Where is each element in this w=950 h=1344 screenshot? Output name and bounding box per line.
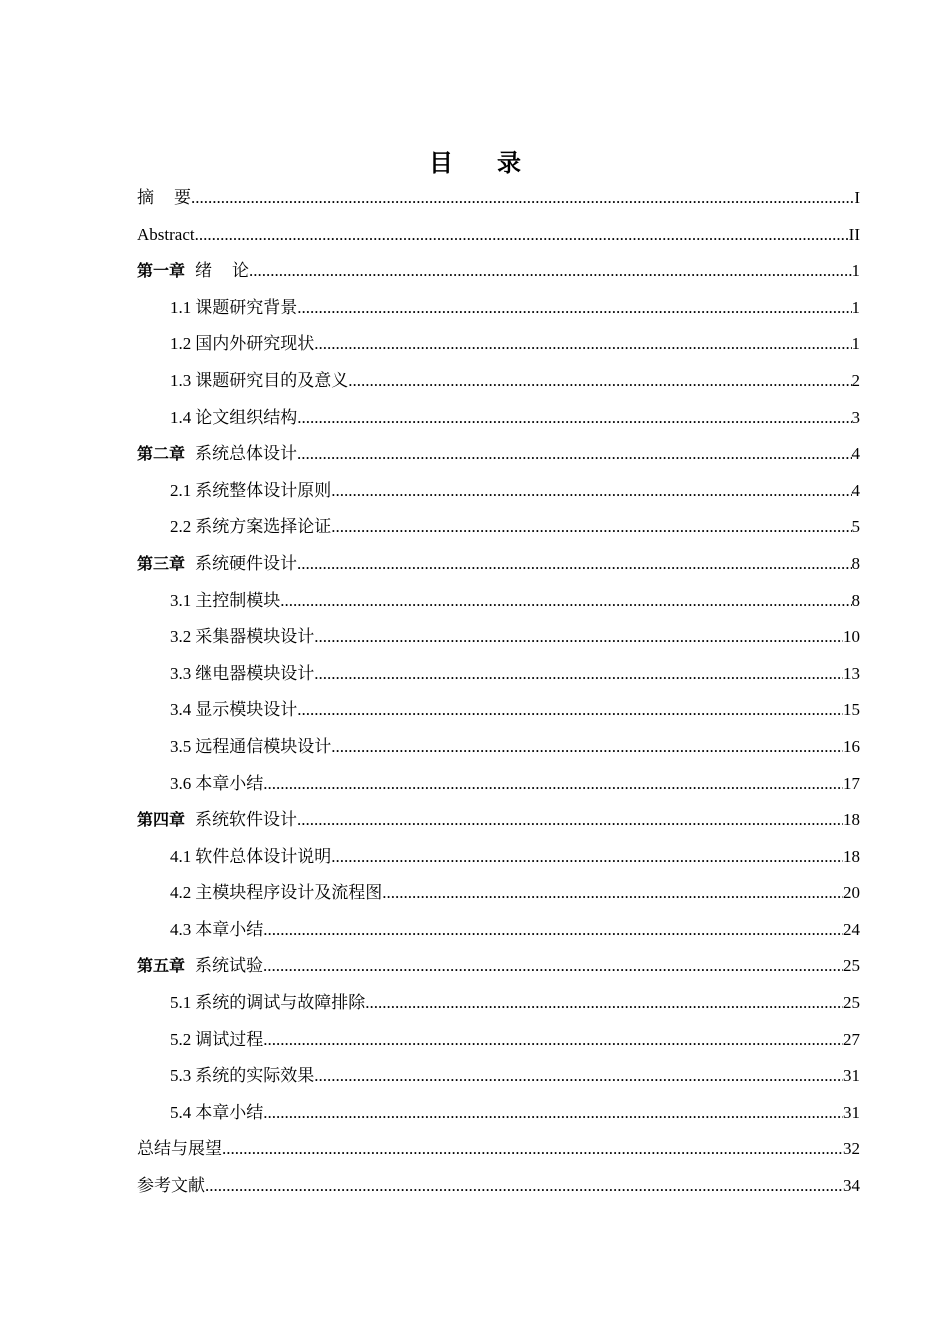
toc-section-number: 3.5 — [170, 736, 192, 756]
toc-section-number: 2.1 — [170, 480, 192, 500]
toc-entry[interactable] — [137, 436, 860, 473]
toc-entry-title: 系统方案选择论证 — [195, 517, 332, 537]
toc-entry-title: 主模块程序设计及流程图 — [195, 883, 383, 903]
toc-entry[interactable] — [137, 509, 860, 546]
toc-entry-label — [170, 400, 297, 437]
toc-page-number: 27 — [843, 1029, 860, 1049]
toc-entry-title: 系统硬件设计 — [195, 553, 298, 573]
toc-page-number: 8 — [851, 590, 860, 610]
toc-entry[interactable] — [137, 619, 860, 656]
toc-entry-title: 继电器模块设计 — [195, 663, 315, 683]
toc-dot-leader — [348, 363, 851, 400]
toc-entry-label — [170, 619, 314, 656]
toc-entry[interactable] — [137, 766, 860, 803]
toc-entry-title: 系统总体设计 — [195, 444, 298, 464]
toc-entry-title: 系统整体设计原则 — [195, 480, 332, 500]
toc-entry-title: 软件总体设计说明 — [195, 846, 332, 866]
toc-entry-label — [170, 912, 263, 949]
toc-page-number: 3 — [851, 407, 860, 427]
toc-page-number: II — [848, 224, 860, 244]
toc-entry-title: 本章小结 — [195, 919, 264, 939]
toc-chapter-number: 第四章 — [137, 810, 186, 830]
toc-section-number: 5.2 — [170, 1029, 192, 1049]
toc-entry[interactable] — [137, 1022, 860, 1059]
toc-entry-title: 总结与展望 — [137, 1139, 222, 1159]
toc-entry-title: 本章小结 — [195, 773, 264, 793]
toc-entry[interactable] — [137, 290, 860, 327]
toc-section-number: 1.4 — [170, 407, 192, 427]
toc-entry-label — [137, 546, 297, 583]
toc-entry[interactable] — [137, 1168, 860, 1205]
toc-section-number: 3.3 — [170, 663, 192, 683]
toc-entry-label — [137, 1168, 205, 1205]
toc-entry-title-part: 摘 — [137, 188, 154, 207]
toc-entry-title-part: 论 — [232, 261, 250, 281]
toc-entry-title: 采集器模块设计 — [195, 627, 315, 647]
toc-entry[interactable] — [137, 656, 860, 693]
toc-dot-leader — [249, 253, 851, 290]
toc-entry-label — [170, 839, 331, 876]
toc-entry[interactable] — [137, 912, 860, 949]
toc-section-number: 3.2 — [170, 627, 192, 647]
toc-chapter-number: 第一章 — [137, 261, 186, 281]
toc-page-number: 34 — [843, 1176, 860, 1196]
toc-entry-label — [137, 948, 263, 985]
toc-page-number: 24 — [843, 919, 860, 939]
toc-dot-leader — [263, 766, 843, 803]
toc-entry[interactable] — [137, 1131, 860, 1168]
toc-entry-title-part: 要 — [174, 188, 191, 207]
toc-entry-label — [170, 1095, 263, 1132]
toc-entry-label — [137, 217, 195, 254]
toc-page-number: 13 — [843, 663, 860, 683]
toc-page-number: I — [854, 188, 860, 207]
toc-dot-leader — [297, 400, 851, 437]
toc-title-right: 录 — [497, 149, 521, 177]
toc-entry-label — [170, 363, 348, 400]
toc-section-number: 5.4 — [170, 1102, 192, 1122]
toc-entry-title: 课题研究背景 — [195, 297, 298, 317]
toc-entry-label — [170, 692, 297, 729]
toc-entry-title-part: 绪 — [195, 261, 213, 281]
toc-entry[interactable] — [137, 802, 860, 839]
toc-page-number: 18 — [843, 846, 860, 866]
toc-section-number: 2.2 — [170, 517, 192, 537]
toc-entry[interactable] — [137, 839, 860, 876]
toc-entry-title: 论文组织结构 — [195, 407, 298, 427]
toc-entry[interactable] — [137, 729, 860, 766]
toc-dot-leader — [280, 583, 851, 620]
toc-page-number: 5 — [851, 517, 860, 537]
toc-dot-leader — [297, 290, 851, 327]
toc-entry-label — [170, 326, 314, 363]
toc-dot-leader — [297, 802, 843, 839]
toc-page-number: 1 — [851, 334, 860, 354]
toc-entry-title: 参考文献 — [137, 1176, 205, 1196]
toc-entry-label — [170, 875, 382, 912]
toc-dot-leader — [314, 619, 843, 656]
toc-page-number: 31 — [843, 1102, 860, 1122]
toc-section-number: 1.2 — [170, 334, 192, 354]
toc-entry-label — [170, 1022, 263, 1059]
toc-page-number: 4 — [851, 480, 860, 500]
toc-section-number: 4.3 — [170, 919, 192, 939]
toc-entry-label — [137, 180, 191, 217]
toc-section-number: 5.3 — [170, 1066, 192, 1086]
toc-list — [137, 180, 860, 1205]
toc-dot-leader — [365, 985, 843, 1022]
toc-page-number: 2 — [851, 370, 860, 390]
toc-dot-leader — [331, 839, 843, 876]
toc-entry[interactable] — [137, 217, 860, 254]
toc-section-number: 4.2 — [170, 883, 192, 903]
toc-entry[interactable] — [137, 875, 860, 912]
toc-page-number: 25 — [843, 993, 860, 1013]
toc-entry-label — [170, 656, 314, 693]
toc-entry-title: 本章小结 — [195, 1102, 264, 1122]
toc-entry[interactable] — [137, 1095, 860, 1132]
toc-entry[interactable] — [137, 546, 860, 583]
toc-entry[interactable] — [137, 326, 860, 363]
toc-entry-title: 调试过程 — [195, 1029, 264, 1049]
toc-page-number: 16 — [843, 736, 860, 756]
toc-entry[interactable] — [137, 473, 860, 510]
toc-chapter-number: 第五章 — [137, 956, 186, 976]
toc-entry[interactable] — [137, 985, 860, 1022]
toc-entry[interactable] — [137, 253, 860, 290]
toc-section-number: 1.1 — [170, 297, 192, 317]
toc-page-number: 31 — [843, 1066, 860, 1086]
toc-entry-title: 国内外研究现状 — [195, 334, 315, 354]
toc-section-number: 3.6 — [170, 773, 192, 793]
toc-entry-title: 远程通信模块设计 — [195, 736, 332, 756]
toc-page-number: 8 — [851, 553, 860, 573]
toc-entry-title: 显示模块设计 — [195, 700, 298, 720]
toc-entry-title: 主控制模块 — [195, 590, 281, 610]
toc-dot-leader — [314, 1058, 843, 1095]
toc-title — [0, 144, 950, 182]
toc-page-number: 32 — [843, 1139, 860, 1159]
toc-dot-leader — [331, 729, 843, 766]
toc-dot-leader — [382, 875, 843, 912]
toc-page-number: 18 — [843, 810, 860, 830]
toc-entry[interactable] — [137, 583, 860, 620]
toc-page-number: 17 — [843, 773, 860, 793]
toc-entry-label — [170, 290, 297, 327]
toc-section-number: 1.3 — [170, 370, 192, 390]
toc-dot-leader — [297, 546, 851, 583]
toc-page-number: 1 — [851, 261, 860, 281]
toc-entry[interactable] — [137, 400, 860, 437]
toc-title-left: 目 — [429, 149, 453, 177]
toc-page-number: 10 — [843, 627, 860, 647]
toc-page-number: 4 — [851, 444, 860, 464]
toc-entry-title: 课题研究目的及意义 — [195, 370, 349, 390]
toc-entry[interactable] — [137, 1058, 860, 1095]
toc-section-number: 5.1 — [170, 993, 192, 1013]
toc-entry-label — [170, 985, 365, 1022]
toc-entry-label — [137, 253, 249, 290]
toc-dot-leader — [263, 948, 843, 985]
toc-entry-label — [170, 766, 263, 803]
toc-section-number: 3.4 — [170, 700, 192, 720]
toc-entry[interactable] — [137, 948, 860, 985]
toc-dot-leader — [222, 1131, 843, 1168]
toc-entry-title: Abstract — [137, 224, 195, 244]
toc-entry-label — [137, 802, 297, 839]
toc-page-number: 1 — [851, 297, 860, 317]
toc-dot-leader — [263, 1095, 843, 1132]
toc-entry-label — [170, 509, 331, 546]
toc-chapter-number: 第三章 — [137, 553, 186, 573]
toc-entry-title: 系统试验 — [195, 956, 264, 976]
toc-dot-leader — [205, 1168, 843, 1205]
toc-entry-label — [170, 729, 331, 766]
toc-dot-leader — [314, 656, 843, 693]
toc-section-number: 3.1 — [170, 590, 192, 610]
toc-dot-leader — [331, 473, 851, 510]
toc-dot-leader — [263, 1022, 843, 1059]
toc-entry-title: 系统的调试与故障排除 — [195, 993, 366, 1013]
toc-dot-leader — [331, 509, 851, 546]
toc-entry-label — [170, 1058, 314, 1095]
toc-page-number: 20 — [843, 883, 860, 903]
toc-entry-label — [137, 1131, 222, 1168]
toc-entry-label — [170, 583, 280, 620]
toc-page-number: 15 — [843, 700, 860, 720]
toc-dot-leader — [195, 217, 849, 254]
toc-dot-leader — [314, 326, 851, 363]
toc-chapter-number: 第二章 — [137, 444, 186, 464]
toc-entry-title: 系统软件设计 — [195, 810, 298, 830]
toc-entry-label — [137, 436, 297, 473]
toc-dot-leader — [263, 912, 843, 949]
toc-entry-label — [170, 473, 331, 510]
toc-dot-leader — [297, 436, 851, 473]
toc-entry-title: 系统的实际效果 — [195, 1066, 315, 1086]
toc-section-number: 4.1 — [170, 846, 192, 866]
toc-entry[interactable] — [137, 363, 860, 400]
toc-entry[interactable] — [137, 692, 860, 729]
toc-dot-leader — [297, 692, 843, 729]
toc-page-number: 25 — [843, 956, 860, 976]
toc-entry[interactable] — [137, 180, 860, 217]
toc-dot-leader — [191, 180, 854, 217]
